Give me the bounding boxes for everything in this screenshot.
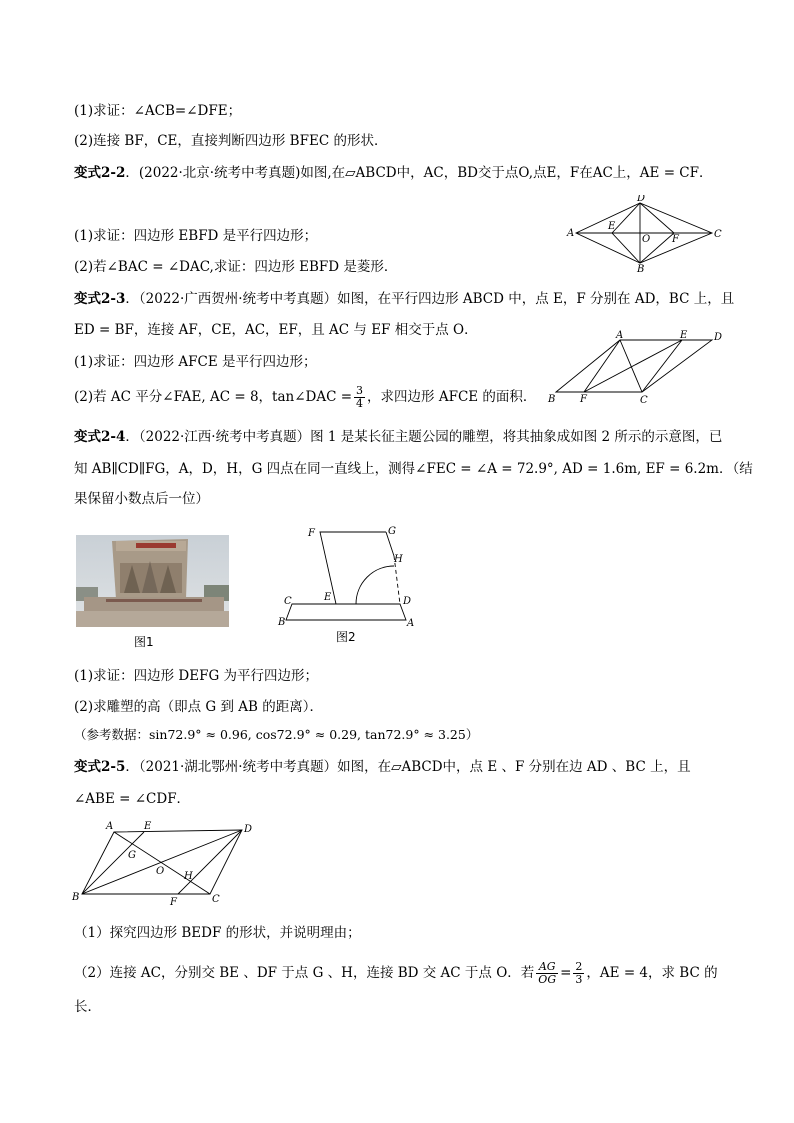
v23-stem [74, 289, 734, 309]
v24-title: 变式2-4 [74, 429, 126, 445]
v23-q2 [74, 385, 536, 410]
svg-text:B: B [548, 394, 556, 405]
svg-text:A: A [567, 228, 575, 239]
v25-q2 [74, 961, 718, 986]
v25-text2: ∠ABE = ∠CDF． [74, 791, 191, 807]
svg-text:F: F [170, 897, 177, 908]
v22-q2: (2)若∠BAC = ∠DAC,求证：四边形 EBFD 是菱形． [74, 259, 398, 275]
svg-text:B: B [637, 264, 645, 273]
svg-text:C: C [714, 229, 722, 240]
svg-text:H: H [184, 871, 193, 882]
svg-text:D: D [403, 596, 412, 607]
v25-frac-num2: 2 [575, 960, 583, 973]
svg-text:F: F [580, 394, 587, 405]
v23-frac-den: 4 [356, 397, 364, 410]
v23-frac-num: 3 [356, 384, 364, 397]
v23-parallelogram-diagram [544, 328, 730, 408]
svg-text:E: E [680, 330, 688, 341]
v25-parallelogram-diagram [66, 818, 266, 908]
svg-text:B: B [72, 892, 80, 903]
question-2: (2)连接 BF，CE，直接判断四边形 BFEC 的形状． [74, 133, 388, 149]
v24-reference-data: （参考数据：sin72.9° ≈ 0.96, cos72.9° ≈ 0.29, tan72.9° ≈ 3.25） [74, 727, 479, 742]
svg-text:C: C [640, 395, 648, 406]
svg-text:E: E [608, 221, 616, 232]
v24-text1: ．（2022·江西·统考中考真题）图 1 是某长征主题公园的雕塑，将其抽象成如图 2 所示的示意图，已 [125, 429, 723, 445]
v23-text2: ED = BF，连接 AF，CE，AC，EF，且 AC 与 EF 相交于点 O． [74, 322, 478, 338]
v25-q2-c: ，AE = 4，求 BC 的 [586, 965, 718, 981]
v22-text: ．(2022·北京·统考中考真题)如图,在▱ABCD中，AC，BD交于点O,点E，F在AC上，AE = CF． [125, 165, 713, 181]
v25-frac-num: AG [536, 961, 558, 974]
v23-q2-b: ，求四边形 AFCE 的面积． [367, 389, 537, 405]
svg-text:B: B [278, 617, 286, 628]
v22-q1: (1)求证：四边形 EBFD 是平行四边形； [74, 228, 318, 244]
v24-stem [74, 427, 722, 447]
svg-text:F: F [672, 234, 679, 245]
svg-text:E: E [324, 592, 332, 603]
sculpture-photo [76, 535, 229, 627]
v23-text1: ．（2022·广西贺州·统考中考真题）如图，在平行四边形 ABCD 中，点 E，F 分别在 AD，BC 上，且 [125, 291, 735, 307]
v25-equals: = [560, 965, 572, 981]
v25-frac-den: OG [538, 973, 557, 986]
svg-text:G: G [128, 850, 136, 861]
svg-text:G: G [388, 526, 396, 537]
v25-q2-end: 长． [74, 999, 101, 1015]
svg-text:A: A [407, 618, 415, 629]
svg-text:F: F [308, 528, 315, 539]
v25-q1: （1）探究四边形 BEDF 的形状，并说明理由； [74, 925, 361, 941]
v25-fraction-2-3 [573, 961, 584, 986]
fig2-caption: 图2 [336, 630, 356, 644]
v25-stem [74, 757, 691, 777]
svg-text:D: D [714, 332, 723, 343]
v22-rhombus-diagram [566, 195, 724, 273]
v24-text2: 知 AB∥CD∥FG，A，D，H，G 四点在同一直线上，测得∠FEC = ∠A = 72.9°, AD = 1.6m, EF = 6.2m．（结 [74, 461, 753, 477]
svg-text:H: H [394, 554, 403, 565]
v22-stem [74, 163, 713, 183]
v25-text1: ．（2021·湖北鄂州·统考中考真题）如图，在▱ABCD中，点 E 、F 分别在边 AD 、BC 上，且 [125, 759, 691, 775]
v23-q2-a: (2)若 AC 平分∠FAE, AC = 8，tan∠DAC = [74, 389, 353, 405]
svg-text:A: A [616, 330, 624, 341]
v23-fraction [354, 385, 365, 410]
v23-title: 变式2-3 [74, 291, 126, 307]
fig1-caption: 图1 [134, 635, 154, 649]
question-1: (1)求证：∠ACB=∠DFE； [74, 103, 242, 119]
v25-q2-a: （2）连接 AC，分别交 BE 、DF 于点 G 、H，连接 BD 交 AC 于点 O．若 [74, 965, 535, 981]
v24-text3: 果保留小数点后一位） [74, 491, 209, 507]
svg-text:O: O [642, 234, 651, 245]
svg-text:A: A [106, 821, 114, 832]
v24-q2: (2)求雕塑的高（即点 G 到 AB 的距离）． [74, 699, 323, 715]
v24-figure2-diagram [276, 520, 426, 632]
svg-text:E: E [144, 821, 152, 832]
v25-title: 变式2-5 [74, 759, 126, 775]
svg-text:O: O [156, 866, 165, 877]
svg-text:C: C [284, 596, 292, 607]
svg-text:D: D [244, 824, 253, 835]
v22-title: 变式2-2 [74, 165, 126, 181]
svg-text:C: C [212, 894, 220, 905]
v23-q1: (1)求证：四边形 AFCE 是平行四边形； [74, 354, 317, 370]
v24-q1: (1)求证：四边形 DEFG 为平行四边形； [74, 668, 319, 684]
v25-fraction-ag-og [536, 961, 558, 986]
svg-text:D: D [637, 195, 646, 204]
v25-frac-den2: 3 [575, 973, 583, 986]
